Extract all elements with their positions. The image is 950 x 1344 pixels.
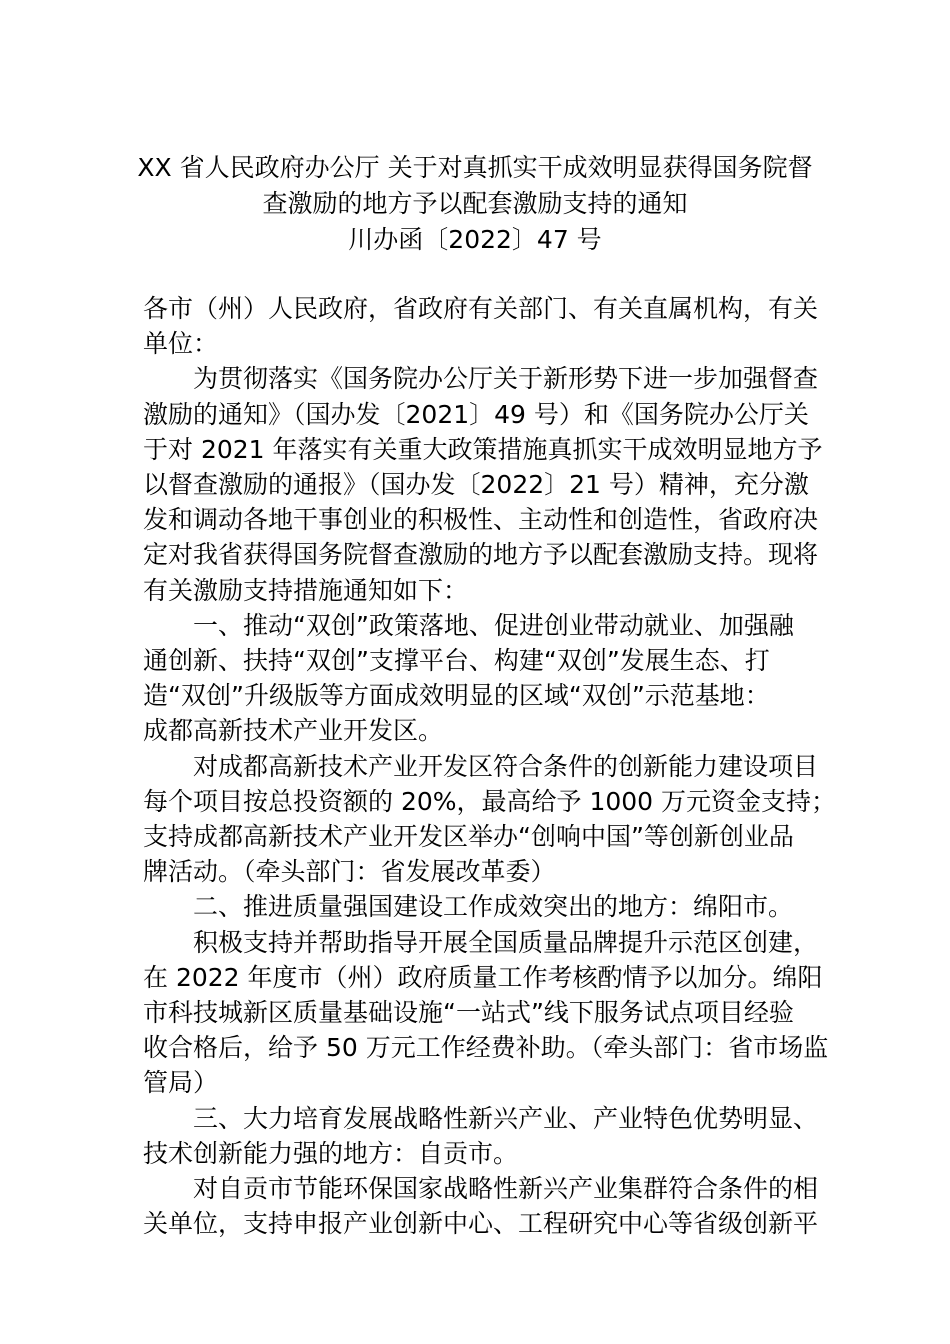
body-paragraph (143, 925, 829, 1101)
title-line: 查激励的地方予以配套激励支持的通知 (262, 189, 688, 218)
text-line: 市科技城新区质量基础设施“一站式”线下服务试点项目经验 (143, 998, 794, 1028)
text-line: 造“双创”升级版等方面成效明显的区域“双创”示范基地： (143, 681, 770, 711)
document-title (100, 150, 850, 258)
text-line: 成都高新技术产业开发区。 (143, 716, 444, 746)
text-line: 对自贡市节能环保国家战略性新兴产业集群符合条件的相 (193, 1174, 819, 1204)
text-line: 一、推动“双创”政策落地、促进创业带动就业、加强融 (193, 610, 794, 640)
salutation (143, 291, 819, 361)
text-line: 各市（州）人民政府，省政府有关部门、有关直属机构，有关 (143, 294, 819, 323)
text-line: 定对我省获得国务院督查激励的地方予以配套激励支持。现将 (143, 540, 819, 570)
text-line: 在 2022 年度市（州）政府质量工作考核酌情予以加分。绵阳 (143, 962, 823, 992)
text-line: 对成都高新技术产业开发区符合条件的创新能力建设项目 (193, 751, 819, 781)
title-line: XX 省人民政府办公厅 关于对真抓实干成效明显获得国务院督 (137, 153, 813, 182)
text-line: 支持成都高新技术产业开发区举办“创响中国”等创新创业品 (143, 822, 794, 852)
text-line: 二、推进质量强国建设工作成效突出的地方：绵阳市。 (193, 892, 794, 922)
text-line: 牌活动。（牵头部门：省发展改革委） (143, 857, 556, 887)
body-paragraph (143, 1171, 819, 1241)
body-paragraph (143, 1101, 819, 1171)
text-line: 激励的通知》（国办发〔2021〕49 号）和《国务院办公厅关 (143, 399, 809, 429)
body-paragraph (143, 749, 837, 890)
text-line: 单位： (143, 329, 219, 359)
text-line: 技术创新能力强的地方：自贡市。 (143, 1138, 519, 1168)
body-paragraph (143, 608, 813, 749)
text-line: 关单位，支持申报产业创新中心、工程研究中心等省级创新平 (143, 1209, 819, 1239)
text-line: 三、大力培育发展战略性新兴产业、产业特色优势明显、 (193, 1103, 819, 1133)
text-line: 有关激励支持措施通知如下： (143, 575, 469, 605)
text-line: 为贯彻落实《国务院办公厅关于新形势下进一步加强督查 (193, 364, 819, 394)
text-line: 每个项目按总投资额的 20%，最高给予 1000 万元资金支持； (143, 786, 837, 816)
document-number: 川办函〔2022〕47 号 (348, 225, 602, 254)
body-paragraph (143, 889, 813, 924)
text-line: 以督查激励的通报》（国办发〔2022〕21 号）精神，充分激 (143, 470, 809, 500)
body-paragraph (143, 361, 823, 607)
text-line: 于对 2021 年落实有关重大政策措施真抓实干成效明显地方予 (143, 434, 823, 464)
text-line: 积极支持并帮助指导开展全国质量品牌提升示范区创建， (193, 927, 819, 957)
text-line: 收合格后，给予 50 万元工作经费补助。（牵头部门：省市场监 (143, 1033, 829, 1063)
text-line: 通创新、扶持“双创”支撑平台、构建“双创”发展生态、打 (143, 646, 770, 676)
text-line: 管局） (143, 1068, 219, 1098)
text-line: 发和调动各地干事创业的积极性、主动性和创造性，省政府决 (143, 505, 819, 535)
document-body (143, 291, 837, 1241)
